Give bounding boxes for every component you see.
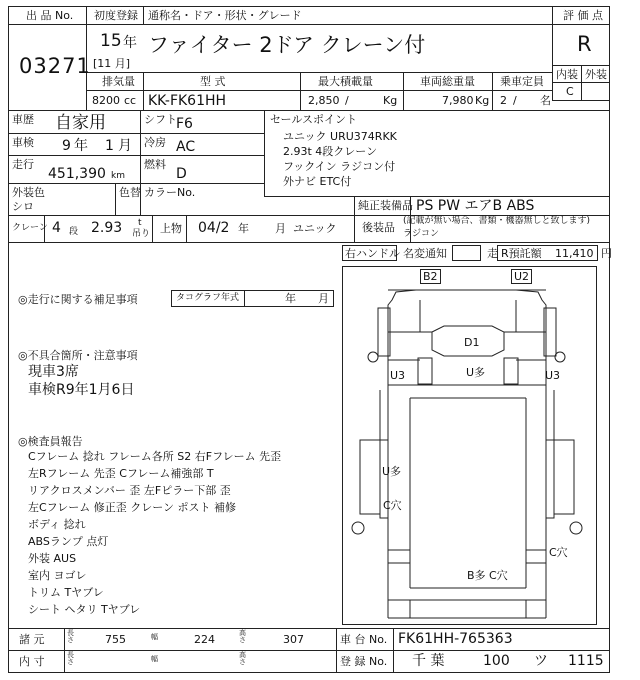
recycle-fee-unit: 円 [601, 247, 612, 260]
damage-label-u3-right: U3 [545, 369, 561, 382]
vin-value: FK61HH-765363 [398, 631, 513, 647]
inspection-year-unit: 年 [74, 138, 88, 154]
inspector-line: ABSランプ 点灯 [28, 535, 109, 548]
model-name: ファイター 2ドア クレーン付 [148, 33, 426, 57]
issue-line: 現車3席 [28, 364, 79, 380]
interior-label: 内装 [556, 68, 578, 81]
mileage-value: 451,390 [48, 166, 106, 182]
issue-line: 車検R9年1月6日 [28, 382, 135, 398]
inspector-line: リアクロスメンバー 歪 左Fピラー下部 歪 [28, 484, 231, 497]
shift-value: F6 [176, 116, 193, 132]
load-value: 2,850 [308, 94, 340, 107]
sales-point-line: 外ナビ ETC付 [283, 175, 352, 188]
tachograph-label: タコグラフ年式 [176, 293, 240, 303]
fuel-label: 燃料 [144, 158, 166, 171]
first-reg-year-unit: 年 [123, 35, 137, 51]
lot-label: 出 品 No. [26, 9, 74, 22]
model-code-label: 型 式 [200, 75, 226, 88]
upper-year: 04/2 [198, 220, 230, 236]
capacity-value: 2 [500, 94, 507, 107]
interior-length-label: 長さ [67, 651, 74, 666]
lot-number: 03271 [19, 54, 91, 78]
upper-month-unit: 月 [275, 222, 286, 235]
capacity-unit: 名 [540, 94, 551, 107]
inspection-month: 1 [105, 138, 114, 154]
displacement-value: 8200 [92, 94, 120, 107]
vin-label: 車 台 No. [340, 633, 388, 646]
length-value: 755 [105, 633, 126, 646]
sales-point-line: ユニック URU374RKK [283, 130, 397, 143]
mileage-label: 走行 [12, 158, 34, 171]
color-label: 外装色 [12, 186, 45, 199]
crane-maker: ユニック [293, 222, 337, 235]
dims-label: 諸 元 [19, 633, 45, 646]
meter-label: 走 [487, 247, 498, 260]
registration-class: 100 [483, 653, 510, 669]
supplement-title: ◎走行に関する補足事項 [18, 293, 138, 306]
length-label: 長さ [67, 629, 74, 644]
height-label: 高さ [239, 629, 246, 644]
inspector-line: シート ヘタリ Tヤブレ [28, 603, 141, 616]
aftermarket-value: ラジコン [403, 229, 440, 239]
height-value: 307 [283, 633, 304, 646]
color-change-label: 色替 [119, 186, 141, 199]
damage-label-c-hole-right: C穴 [549, 546, 568, 559]
inspection-label: 車検 [12, 136, 34, 149]
capacity-sep: / [513, 94, 517, 107]
damage-label-u3-left: U3 [390, 369, 406, 382]
inspector-title: ◎検査員報告 [18, 435, 83, 448]
recycle-fee: 11,410 [555, 247, 594, 260]
interior-dims-label: 内 寸 [19, 655, 45, 668]
sales-point-line: 2.93t 4段クレーン [283, 145, 378, 158]
name-label: 通称名・ドア・形状・グレード [148, 9, 302, 22]
recycle-fee-label: R預託額 [501, 247, 542, 260]
tachograph-year-unit: 年 [285, 292, 296, 305]
crane-tonnage-unit: t [138, 218, 142, 228]
crane-stages: 4 [52, 220, 61, 236]
registration-number: 1115 [568, 653, 604, 669]
damage-label-u-center: U多 [466, 366, 486, 379]
aftermarket-note: (記載が無い場合、書類・機器無しと致します) [403, 216, 591, 226]
upper-label: 上物 [160, 222, 182, 235]
load-sep: / [345, 94, 349, 107]
crane-stages-unit: 段 [69, 227, 79, 237]
crane-tonnage: 2.93 [91, 220, 123, 236]
gross-weight-label: 車両総重量 [420, 75, 475, 88]
inspection-month-unit: 月 [118, 138, 132, 154]
first-reg-year: 15 [100, 31, 122, 51]
width-label: 幅 [151, 633, 158, 641]
displacement-label: 排気量 [102, 75, 135, 88]
crane-tonnage-suffix: 吊り [132, 229, 151, 239]
tachograph-month-unit: 月 [318, 292, 329, 305]
gross-weight-unit: Kg [475, 94, 490, 107]
width-value: 224 [194, 633, 215, 646]
inspector-line: トリム Tヤブレ [28, 586, 104, 599]
sales-point-line: フックイン ラジコン付 [283, 160, 396, 173]
upper-year-unit: 年 [238, 222, 249, 235]
damage-label-rear: B多 C穴 [467, 569, 508, 582]
eval-label: 評 価 点 [563, 9, 603, 22]
history-value: 自家用 [55, 113, 106, 133]
sales-points-title: セールスポイント [270, 113, 358, 126]
registration-label: 登 録 No. [340, 655, 388, 668]
inspector-line: 左Cフレーム 修正歪 クレーン ポスト 補修 [28, 501, 237, 514]
color-value: シロ [12, 200, 34, 213]
interior-width-label: 幅 [151, 655, 158, 663]
registration-area: 千 葉 [412, 653, 445, 669]
inspector-line: 外装 AUS [28, 552, 77, 565]
load-unit: Kg [383, 94, 398, 107]
ac-value: AC [176, 139, 196, 155]
damage-label-c-hole-left: C穴 [383, 499, 402, 512]
inspector-line: 室内 ヨゴレ [28, 569, 87, 582]
model-code: KK-FK61HH [148, 93, 227, 109]
history-label: 車歴 [12, 113, 34, 126]
damage-label-u-left: U多 [382, 465, 402, 478]
damage-label-d1: D1 [464, 336, 480, 349]
displacement-unit: cc [124, 94, 137, 107]
interior-grade: C [566, 85, 574, 98]
issues-title: ◎不具合箇所・注意事項 [18, 349, 138, 362]
first-reg-label: 初度登録 [94, 9, 138, 22]
genuine-equipment-label: 純正装備品 [358, 199, 413, 212]
load-label: 最大積載量 [318, 75, 373, 88]
ac-label: 冷房 [144, 136, 166, 149]
interior-height-label: 高さ [239, 651, 246, 666]
genuine-equipment-value: PS PW エアB ABS [416, 198, 535, 214]
exterior-label: 外装 [585, 68, 607, 81]
gross-weight-value: 7,980 [442, 94, 474, 107]
registration-kana: ツ [534, 653, 548, 669]
crane-label: クレーン [12, 223, 48, 233]
aftermarket-label: 後装品 [362, 221, 395, 234]
inspector-line: 左Rフレーム 先歪 Cフレーム補強部 T [28, 467, 214, 480]
damage-label-b2: B2 [420, 269, 441, 284]
damage-label-u2: U2 [511, 269, 532, 284]
first-reg-month: [11 月] [93, 57, 131, 70]
fuel-value: D [176, 166, 187, 182]
steering-side: 右ハンドル [345, 247, 400, 260]
eval-grade: R [577, 32, 592, 56]
inspector-line: ボディ 捻れ [28, 518, 86, 531]
inspector-line: Cフレーム 捻れ フレーム各所 S2 右Fフレーム 先歪 [28, 450, 282, 463]
mileage-unit: km [111, 171, 125, 181]
color-code-label: カラーNo. [144, 186, 196, 199]
owner-change-label: 名変通知 [403, 247, 447, 260]
inspection-year: 9 [62, 138, 71, 154]
shift-label: シフト [144, 113, 177, 126]
capacity-label: 乗車定員 [500, 75, 544, 88]
